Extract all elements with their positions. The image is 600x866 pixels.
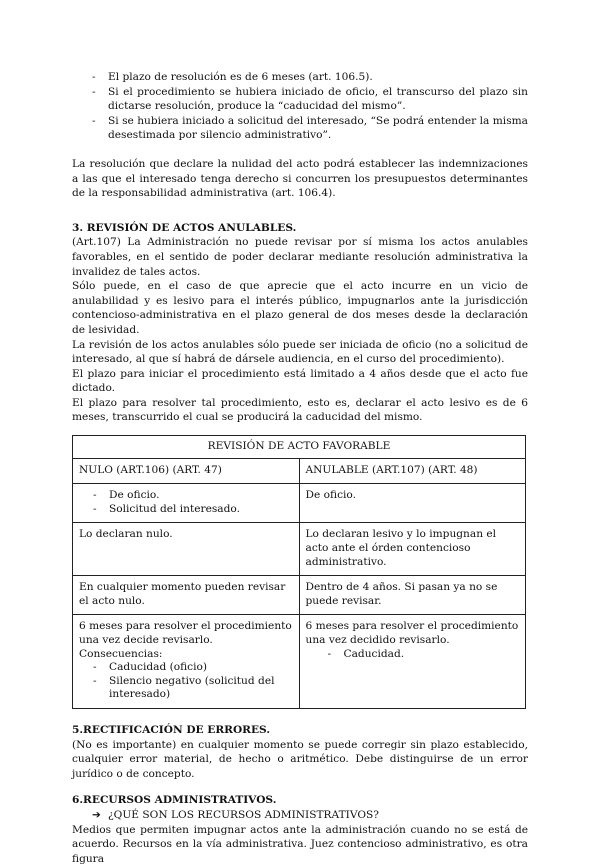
- section3-paragraph: El plazo para iniciar el procedimiento está limitado a 4 años desde que el acto fue dictado.: [72, 367, 528, 395]
- arrow-item: [72, 808, 528, 823]
- table-cell: Lo declaran lesivo y lo impugnan el acto ante el órden contencioso administrativo.: [299, 523, 526, 576]
- cell-text: 6 meses para resolver el procedimiento una vez decidido revisarlo.: [305, 620, 519, 646]
- cell-bullet: - Caducidad.: [328, 648, 520, 662]
- section6-paragraph: Medios que permiten impugnar actos ante la administración cuando no se está de acuerdo. Recursos en la vía administrativa. Juez contencioso administrativo, es otra figura: [72, 823, 528, 865]
- arrow-right-icon: ➔: [92, 808, 101, 821]
- section3-paragraph: El plazo para resolver tal procedimiento, esto es, declarar el acto lesivo es de 6 meses, transcurrido el cual se producirá la caducidad del mismo.: [72, 396, 528, 424]
- section3-heading: 3. REVISIÓN DE ACTOS ANULABLES.: [72, 221, 297, 234]
- header-anulable: ANULABLE (ART.107) (ART. 48): [299, 458, 526, 484]
- section3-paragraph: Sólo puede, en el caso de que aprecie que el acto incurre en un vicio de anulabilidad y es lesivo para el interés público, impugnarlos ante la jurisdicción contencioso-administrativa en el plazo general de dos meses desde la declaración de lesividad.: [72, 280, 528, 336]
- table-cell: Dentro de 4 años. Si pasan ya no se puede revisar.: [299, 576, 526, 615]
- section3-paragraph: La revisión de los actos anulables sólo puede ser iniciada de oficio (no a solicitud de interesado, al que sí habrá de dársele audiencia, en el curso del procedimiento).: [72, 338, 528, 366]
- section5-paragraph: (No es importante) en cualquier momento se puede corregir sin plazo establecido, cualquier error material, de hecho o aritmético. Debe distinguirse de un error jurídico o de concepto.: [72, 738, 528, 780]
- table-title: REVISIÓN DE ACTO FAVORABLE: [73, 436, 526, 459]
- section3-paragraph: (Art.107) La Administración no puede revisar por sí misma los actos anulables favorables, en el sentido de poder declarar mediante resolución administrativa la invalidez de tales actos.: [72, 236, 528, 278]
- bullet-item: - Si se hubiera iniciado a solicitud del interesado, “Se podrá entender la misma desestimada por silencio administrativo”.: [92, 114, 528, 143]
- bullet-item: - Si el procedimiento se hubiera iniciado de oficio, el transcurso del plazo sin dictarse resolución, produce la “caducidad del mismo”.: [92, 85, 528, 114]
- table-cell: De oficio.: [299, 484, 526, 523]
- bullet-item: - El plazo de resolución es de 6 meses (art. 106.5).: [92, 70, 528, 85]
- document-page: [72, 70, 528, 866]
- table-cell: Lo declaran nulo.: [73, 523, 300, 576]
- arrow-item-text: ¿QUÉ SON LOS RECURSOS ADMINISTRATIVOS?: [108, 808, 379, 821]
- resolution-bullets: [92, 70, 528, 143]
- section5-heading: 5.RECTIFICACIÓN DE ERRORES.: [72, 723, 271, 736]
- table-row: [73, 523, 526, 576]
- header-nulo: NULO (ART.106) (ART. 47): [73, 458, 300, 484]
- table-row: [73, 484, 526, 523]
- cell-bullet: - Silencio negativo (solicitud del interesado): [93, 675, 293, 702]
- table-cell: [73, 615, 300, 709]
- cell-text: 6 meses para resolver el procedimiento una vez decide revisarlo. Consecuencias:: [79, 620, 292, 660]
- revision-table: [72, 435, 526, 709]
- indemnizaciones-paragraph: La resolución que declare la nulidad del acto podrá establecer las indemnizaciones a las que el interesado tenga derecho si concurren los presupuestos determinantes de la responsabilidad administrativa (art. 106.4).: [72, 157, 528, 200]
- table-cell: En cualquier momento pueden revisar el acto nulo.: [73, 576, 300, 615]
- section6-heading: 6.RECURSOS ADMINISTRATIVOS.: [72, 794, 277, 807]
- cell-bullet: - Caducidad (oficio): [93, 661, 293, 675]
- table-title-row: [73, 436, 526, 459]
- table-row: [73, 576, 526, 615]
- table-cell: [299, 615, 526, 709]
- table-cell: [73, 484, 300, 523]
- table-header-row: [73, 458, 526, 484]
- cell-bullet: - Solicitud del interesado.: [93, 503, 293, 517]
- cell-bullet: - De oficio.: [93, 489, 293, 503]
- table-row: [73, 615, 526, 709]
